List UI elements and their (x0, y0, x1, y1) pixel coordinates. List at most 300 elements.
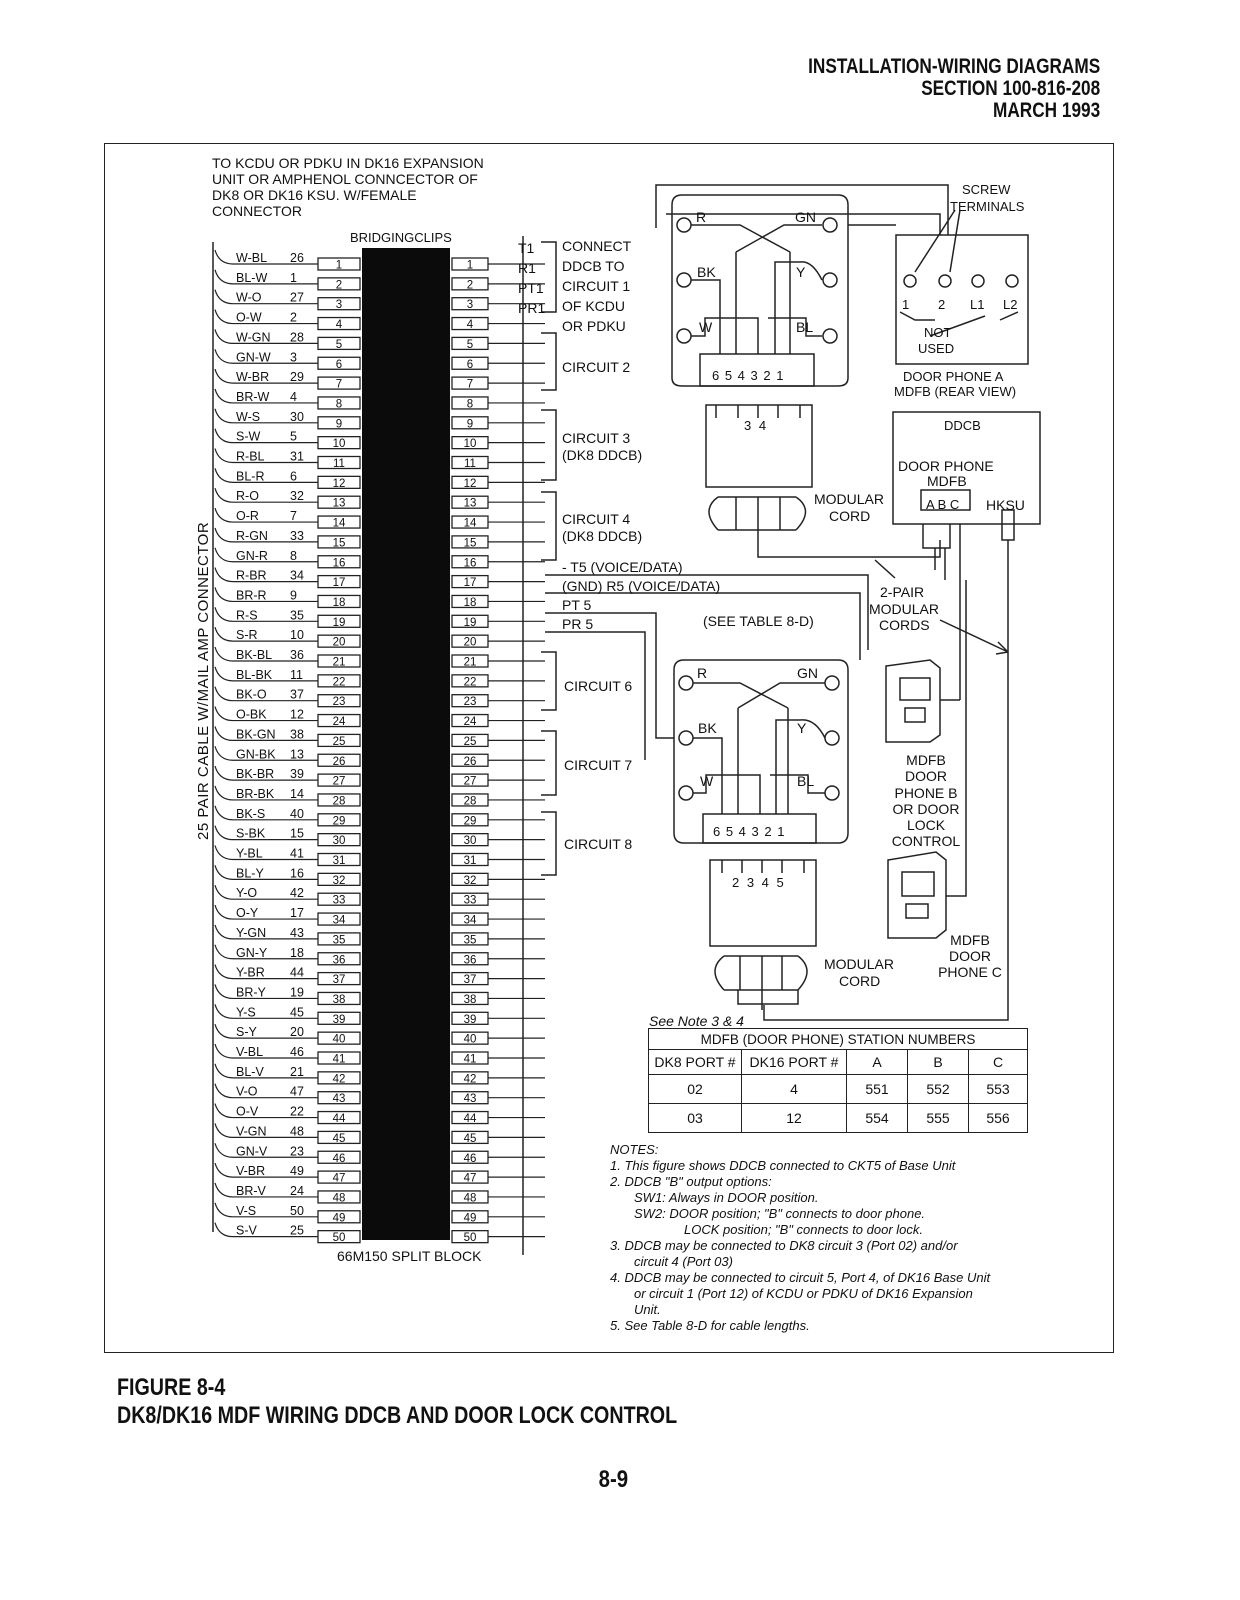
left-clip-number: 3 (335, 299, 343, 312)
circuit-4-label (562, 511, 642, 545)
left-clip-number: 33 (332, 894, 346, 907)
figure-title: DK8/DK16 MDF WIRING DDCB AND DOOR LOCK CONTROL (117, 1402, 678, 1429)
mdfb-c-line: DOOR (949, 948, 991, 964)
left-clip-number: 19 (332, 616, 346, 629)
left-clip-number: 38 (332, 993, 346, 1006)
left-clip-number: 20 (332, 636, 346, 649)
plug-1-pins (716, 405, 800, 418)
pin-number: 44 (290, 965, 304, 980)
pin-number: 37 (290, 687, 304, 702)
pin-number: 35 (290, 608, 304, 623)
pin-number: 30 (290, 409, 304, 424)
pin-number: 15 (290, 826, 304, 841)
pin-number: 33 (290, 528, 304, 543)
right-clip-number: 12 (463, 477, 477, 490)
left-clip-number: 12 (332, 477, 346, 490)
header-line-3: MARCH 1993 (992, 99, 1100, 122)
connect-line: CIRCUIT 1 (562, 278, 631, 294)
note-line: Unit. (634, 1302, 661, 1317)
pin-number: 14 (290, 786, 304, 801)
connect-line: CONNECT (562, 238, 632, 254)
right-clip-number: 40 (463, 1033, 477, 1046)
pin-number: 13 (290, 747, 304, 762)
table-cell: 552 (908, 1075, 969, 1104)
right-clip-number: 7 (466, 378, 474, 391)
circuit-3-line: CIRCUIT 3 (562, 430, 631, 446)
wire-color-label: O-Y (236, 906, 259, 921)
right-clip-number: 22 (463, 676, 477, 689)
mdfb-b-line: DOOR (905, 768, 947, 785)
terminal-y (823, 273, 837, 287)
connect-line: DDCB TO (562, 258, 625, 274)
left-clip-number: 7 (335, 378, 343, 391)
block-label: 66M150 SPLIT BLOCK (337, 1248, 482, 1264)
terminal-gn (825, 676, 839, 690)
left-clip-number: 6 (335, 358, 343, 371)
wire-color-label: BL-W (236, 270, 268, 285)
wire-color-label: R-BR (236, 568, 267, 583)
two-pair-3: CORDS (879, 617, 930, 633)
modular-cord-2-ribs (740, 956, 782, 990)
see-table-label: (SEE TABLE 8-D) (703, 613, 814, 629)
right-clip-number: 3 (466, 299, 474, 312)
right-clip-number: 16 (463, 557, 477, 570)
source-line: DK8 OR DK16 KSU. W/FEMALE (212, 187, 417, 203)
source-label (212, 155, 484, 219)
circuit-5-line: PT 5 (562, 597, 592, 613)
wire-color-label: W-S (236, 409, 261, 424)
see-note-label: See Note 3 & 4 (649, 1013, 744, 1029)
wire-color-label: Y-BR (236, 965, 265, 980)
wire-color-label: BK-S (236, 806, 266, 821)
jack-b-gn: GN (797, 665, 818, 681)
pin-number: 47 (290, 1084, 304, 1099)
table-cell: 03 (649, 1104, 742, 1133)
pin-number: 42 (290, 886, 304, 901)
pin-number: 10 (290, 628, 304, 643)
left-clip-number: 39 (332, 1013, 346, 1026)
plug-2-cord-end (738, 990, 798, 1010)
terminal-r (679, 676, 693, 690)
plug-2-pins: 2 3 4 5 (732, 875, 786, 890)
circuit-5-line: - T5 (VOICE/DATA) (562, 559, 683, 575)
two-pair-arrow-up (875, 560, 895, 578)
left-clip-number: 41 (332, 1053, 346, 1066)
left-clip-number: 35 (332, 934, 346, 947)
mdfb-b-line: OR DOOR (892, 800, 960, 817)
pin-number: 40 (290, 806, 304, 821)
pin-number: 25 (290, 1223, 304, 1238)
terminal-y (825, 731, 839, 745)
source-line: CONNECTOR (212, 203, 302, 219)
term-l1: L1 (970, 297, 985, 312)
wire-color-label: O-W (236, 310, 262, 325)
wire-color-label: GN-Y (236, 945, 268, 960)
right-clip-number: 46 (463, 1152, 477, 1165)
screw-label-2: TERMINALS (950, 199, 1025, 214)
right-clip-number: 44 (463, 1113, 477, 1126)
wire-color-label: Y-S (236, 1005, 256, 1020)
bracket-circuit-3 (541, 410, 556, 480)
right-clip-number: 49 (463, 1212, 477, 1225)
wire-color-label: W-GN (236, 330, 271, 345)
pin-number: 5 (290, 429, 297, 444)
right-clip-number: 2 (466, 279, 474, 292)
term-2: 2 (938, 297, 946, 312)
two-pair-arrow-right (940, 620, 1008, 654)
pin-number: 36 (290, 648, 304, 662)
wire-color-label: R-S (236, 608, 258, 623)
pin-number: 23 (290, 1144, 304, 1159)
mdfb-b-label (888, 752, 964, 850)
circuit-7-label: CIRCUIT 7 (564, 757, 633, 773)
pin-number: 29 (290, 370, 304, 385)
pin-number: 3 (290, 350, 297, 365)
wire-color-label: BK-GN (236, 727, 276, 742)
pin-number: 34 (290, 568, 304, 583)
left-clip-number: 47 (332, 1172, 346, 1185)
left-clip-number: 45 (332, 1132, 346, 1145)
right-clip-number: 24 (463, 716, 477, 729)
right-clip-number: 31 (463, 855, 477, 867)
modular-cord-2a: MODULAR (824, 956, 895, 972)
wire-color-label: GN-R (236, 548, 268, 563)
pin-number: 50 (290, 1203, 304, 1218)
mdfb-b-line: PHONE B (894, 784, 958, 801)
door-phone-b-detail (900, 678, 930, 722)
left-clip-number: 14 (332, 517, 346, 530)
pin-number: 38 (290, 727, 304, 742)
wire-color-label: O-V (236, 1104, 259, 1119)
pair-tags (518, 238, 545, 318)
plug-1-pins: 3 4 (744, 418, 769, 433)
pin-number: 9 (290, 588, 297, 603)
door-phone-a-1: DOOR PHONE A (903, 369, 1004, 384)
mdfb-c-line: MDFB (950, 932, 990, 948)
source-line: UNIT OR AMPHENOL CONNCECTOR OF (212, 171, 478, 187)
right-clip-number: 19 (463, 616, 477, 629)
jack-a-gn: GN (795, 209, 816, 225)
station-number-table (648, 1028, 1028, 1133)
left-clip-number: 16 (332, 557, 346, 570)
right-clip-number: 20 (463, 636, 477, 649)
bridging-clip-bar (362, 248, 450, 1240)
pin-number: 27 (290, 290, 304, 305)
pin-number: 4 (290, 389, 297, 404)
note-line: 3. DDCB may be connected to DK8 circuit 3 (Port 02) and/or (610, 1238, 958, 1253)
pin-number: 41 (290, 846, 304, 861)
terminal-bk (677, 273, 691, 287)
bracket-circuit-2 (541, 333, 556, 390)
left-clip-number: 18 (332, 596, 346, 609)
note-line: or circuit 1 (Port 12) of KCDU or PDKU of DK16 Expansion (634, 1286, 973, 1301)
circuit-5-line: (GND) R5 (VOICE/DATA) (562, 578, 721, 594)
right-clip-number: 1 (466, 259, 474, 272)
table-cell: 553 (969, 1075, 1028, 1104)
screw-label-1: SCREW (962, 182, 1011, 197)
circuit-2-label: CIRCUIT 2 (562, 359, 631, 375)
note-line: 5. See Table 8-D for cable lengths. (610, 1318, 810, 1333)
screw-leaders (900, 210, 1018, 320)
header-line-2: SECTION 100-816-208 (921, 77, 1100, 100)
right-clip-number: 23 (463, 696, 477, 709)
table-cell: 554 (847, 1104, 908, 1133)
jack-b-outline (674, 660, 848, 843)
wire-line (215, 468, 318, 482)
left-clip-number: 1 (335, 259, 343, 272)
table-row (649, 1075, 1028, 1104)
bracket-circuit-8 (541, 812, 556, 875)
note-line: 2. DDCB "B" output options: (610, 1174, 772, 1189)
source-line: TO KCDU OR PDKU IN DK16 EXPANSION (212, 155, 484, 171)
right-clip-number: 33 (463, 894, 477, 907)
right-clip-number: 4 (466, 319, 474, 332)
right-clip-number: 5 (466, 338, 474, 351)
jack-b-bk: BK (698, 720, 717, 736)
wire-line (215, 429, 318, 443)
modular-cord-2 (715, 956, 807, 990)
wire-color-label: BL-R (236, 469, 265, 484)
wire-color-label: W-O (236, 290, 262, 305)
modular-cord-1b: CORD (829, 508, 871, 524)
left-clip-number: 28 (332, 795, 346, 808)
left-clip-number: 17 (332, 577, 346, 590)
two-pair-2: MODULAR (869, 601, 940, 617)
left-clip-number: 25 (332, 735, 346, 748)
left-clip-number: 15 (332, 537, 346, 550)
wire-color-label: S-Y (236, 1025, 257, 1040)
not-used-2: USED (918, 341, 955, 356)
jack-b-r: R (697, 665, 708, 681)
wire-color-label: V-O (236, 1084, 258, 1099)
left-clip-number: 21 (332, 656, 346, 669)
right-clip-number: 9 (466, 418, 474, 431)
pin-number: 39 (290, 767, 304, 782)
pin-number: 24 (290, 1183, 304, 1198)
right-clip-number: 43 (463, 1093, 477, 1106)
table-header: DK16 PORT # (742, 1050, 847, 1075)
pin-number: 28 (290, 330, 304, 345)
notes (610, 1142, 990, 1334)
right-clip-number: 27 (463, 775, 477, 788)
left-clip-number: 44 (332, 1113, 346, 1126)
wire-color-label: BR-R (236, 588, 267, 603)
pair-tag: T1 (518, 240, 535, 256)
jack-b-pins: 6 5 4 3 2 1 (713, 824, 786, 839)
jack-b-y: Y (797, 720, 807, 736)
note-line: 1. This figure shows DDCB connected to CKT5 of Base Unit (610, 1158, 956, 1173)
right-clip-number: 6 (466, 358, 474, 371)
circuit-8-label: CIRCUIT 8 (564, 836, 633, 852)
left-clip-number: 23 (332, 696, 346, 709)
wire-color-label: S-W (236, 429, 261, 444)
door-phone-a-2: MDFB (REAR VIEW) (894, 384, 1017, 399)
left-clip-number: 5 (335, 338, 343, 351)
modular-cord-2b: CORD (839, 973, 881, 989)
wire-color-label: O-R (236, 509, 259, 524)
ddcb-abc: A B C (926, 497, 960, 512)
wire-color-label: V-BL (236, 1045, 264, 1059)
left-clip-number: 43 (332, 1093, 346, 1106)
table-header-row (649, 1050, 1028, 1075)
wire-color-label: Y-BL (236, 846, 263, 861)
right-clip-number: 17 (463, 577, 477, 590)
cable-label: 25 PAIR CABLE W/MAIL AMP CONNECTOR (195, 521, 212, 840)
jack-a-y: Y (796, 264, 806, 280)
table-cell: 556 (969, 1104, 1028, 1133)
right-clip-number: 21 (463, 656, 477, 669)
left-clip-number: 31 (332, 855, 346, 867)
left-clip-number: 46 (332, 1152, 346, 1165)
left-clip-number: 50 (332, 1232, 346, 1245)
right-clip-number: 45 (463, 1132, 477, 1145)
note-line: SW2: DOOR position; "B" connects to door phone. (634, 1206, 926, 1221)
ddcb-label: DDCB (944, 418, 981, 433)
jack-a-r: R (696, 209, 707, 225)
note-line: circuit 4 (Port 03) (634, 1254, 733, 1269)
terminal-bl (823, 329, 837, 343)
table-cell: 12 (742, 1104, 847, 1133)
circuit-4-line: CIRCUIT 4 (562, 511, 631, 527)
wire-color-label: BK-O (236, 687, 267, 702)
wire-color-label: Y-O (236, 886, 258, 901)
left-clip-number: 48 (332, 1192, 346, 1205)
door-phone-b (886, 660, 940, 742)
circuit-5-line: PR 5 (562, 616, 594, 632)
pin-number: 7 (290, 509, 297, 524)
note-line: SW1: Always in DOOR position. (634, 1190, 819, 1205)
left-clip-number: 26 (332, 755, 346, 768)
pin-number: 46 (290, 1045, 304, 1059)
right-clip-number: 14 (463, 517, 477, 530)
terminal-w (679, 786, 693, 800)
right-clip-number: 47 (463, 1172, 477, 1185)
pair-tag: PT1 (518, 280, 544, 296)
pin-number: 20 (290, 1025, 304, 1040)
pin-number: 21 (290, 1064, 304, 1079)
jack-b-bl: BL (797, 773, 815, 789)
table-cell: 551 (847, 1075, 908, 1104)
wire-color-label: GN-BK (236, 747, 276, 762)
jack-a-bl: BL (796, 319, 814, 335)
terminal-bl (825, 786, 839, 800)
wire-color-label: R-O (236, 489, 259, 504)
jack-a-w: W (699, 319, 713, 335)
table-header: C (969, 1050, 1028, 1075)
pin-number: 18 (290, 945, 304, 960)
right-clip-number: 39 (463, 1013, 477, 1026)
pin-number: 8 (290, 548, 297, 563)
screw-l2 (1006, 275, 1018, 287)
left-clip-number: 30 (332, 835, 346, 848)
mdfb-c-line: PHONE C (938, 964, 1002, 980)
split-block (213, 236, 545, 1255)
header-line-1: INSTALLATION-WIRING DIAGRAMS (807, 55, 1100, 78)
pair-tag: PR1 (518, 300, 546, 316)
left-clip-number: 29 (332, 815, 346, 828)
pin-number: 45 (290, 1005, 304, 1020)
wire-color-label: R-BL (236, 449, 265, 464)
wire-color-label: S-BK (236, 826, 266, 841)
pin-number: 6 (290, 469, 297, 484)
right-clip-number: 36 (463, 954, 477, 967)
wire-color-label: V-S (236, 1203, 257, 1218)
right-clip-number: 41 (463, 1053, 477, 1066)
right-clip-number: 10 (463, 438, 477, 451)
left-clip-number: 27 (332, 775, 346, 788)
ddcb-door-phone: DOOR PHONE (898, 458, 994, 474)
table-cell: 4 (742, 1075, 847, 1104)
pin-number: 49 (290, 1164, 304, 1179)
left-clip-number: 36 (332, 954, 346, 967)
left-clip-number: 8 (335, 398, 343, 411)
wire-color-label: BL-Y (236, 866, 264, 881)
right-clip-number: 13 (463, 497, 477, 510)
right-clip-number: 48 (463, 1192, 477, 1205)
wire-color-label: GN-V (236, 1144, 268, 1159)
table-cell: 555 (908, 1104, 969, 1133)
bridging-clips-label: BRIDGINGCLIPS (350, 230, 452, 245)
pin-number: 11 (290, 667, 303, 682)
pin-number: 43 (290, 925, 304, 940)
left-clip-number: 42 (332, 1073, 346, 1086)
wire-color-label: S-R (236, 628, 258, 643)
table-header: DK8 PORT # (649, 1050, 742, 1075)
table-cell: 02 (649, 1075, 742, 1104)
table-title-row (649, 1029, 1028, 1050)
not-used-1: NOT (924, 325, 952, 340)
pin-number: 2 (290, 310, 297, 325)
right-clip-number: 42 (463, 1073, 477, 1086)
wire-color-label: S-V (236, 1223, 257, 1238)
right-clip-number: 28 (463, 795, 477, 808)
pin-number: 1 (290, 270, 297, 285)
connect-line: OR PDKU (562, 318, 626, 334)
hksu-label: HKSU (986, 497, 1025, 513)
pin-number: 48 (290, 1124, 304, 1139)
wire-line (215, 508, 318, 522)
right-clip-number: 32 (463, 874, 477, 887)
pin-number: 16 (290, 866, 304, 881)
screw-l1 (972, 275, 984, 287)
connect-line: OF KCDU (562, 298, 625, 314)
wire-color-label: BL-V (236, 1064, 264, 1079)
jack-a-pins: 6 5 4 3 2 1 (712, 368, 785, 383)
mdfb-b-line: MDFB (906, 752, 946, 768)
wire-color-label: BR-BK (236, 786, 275, 801)
right-clip-number: 35 (463, 934, 477, 947)
wire-color-label: BR-V (236, 1183, 266, 1198)
table-header: A (847, 1050, 908, 1075)
wire-color-label: V-GN (236, 1124, 267, 1139)
right-clip-number: 29 (463, 815, 477, 828)
term-l2: L2 (1003, 297, 1018, 312)
cord-1-to-ddcb (758, 530, 940, 557)
mdfb-b-line: CONTROL (891, 833, 961, 850)
figure-number: FIGURE 8-4 (117, 1374, 226, 1401)
jack-a-bk: BK (697, 264, 716, 280)
left-clip-number: 34 (332, 914, 346, 927)
wire-color-label: Y-GN (236, 925, 267, 940)
left-clip-number: 37 (332, 974, 346, 987)
terminal-gn (823, 218, 837, 232)
right-clip-number: 34 (463, 914, 477, 927)
terminal-w (677, 329, 691, 343)
wire-color-label: O-BK (236, 707, 267, 722)
wire-color-label: V-BR (236, 1164, 266, 1179)
wire-color-label: BK-BR (236, 767, 275, 782)
notes-title: NOTES: (610, 1142, 659, 1157)
